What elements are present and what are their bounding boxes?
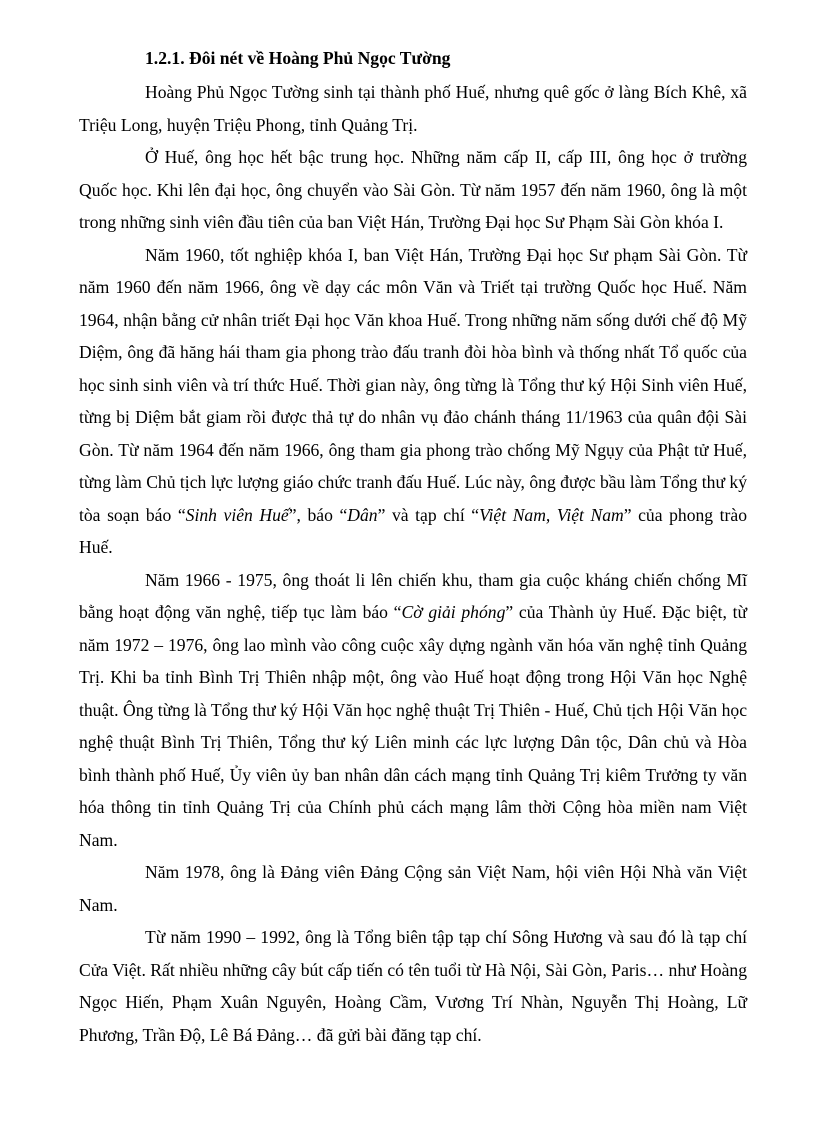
paragraph-party-membership: Năm 1978, ông là Đảng viên Đảng Cộng sản Việt Nam, hội viên Hội Nhà văn Việt Nam. <box>79 862 747 915</box>
section-heading: 1.2.1. Đôi nét về Hoàng Phủ Ngọc Tường <box>145 48 451 68</box>
newspaper-title-dan: Dân <box>347 504 378 525</box>
document-page <box>79 40 747 1051</box>
paragraph-text: ”, báo “ <box>288 504 348 525</box>
paragraph-education: Ở Huế, ông học hết bậc trung học. Những năm cấp II, cấp III, ông học ở trường Quốc học. Khi lên đại học, ông chuyển vào Sài Gòn. Từ năm 1957 đến năm 1960, ông là một trong những sinh viên đầu tiên của ban Việt Hán, Trường Đại học Sư Phạm Sài Gòn khóa I. <box>79 147 747 232</box>
paragraph-text: Năm 1960, tốt nghiệp khóa I, ban Việt Hán, Trường Đại học Sư phạm Sài Gòn. Từ năm 1960 đến năm 1966, ông về dạy các môn Văn và Triết tại trường Quốc học Huế. Năm 1964, nhận bằng cử nhân triết Đại học Văn khoa Huế. Trong những năm sống dưới chế độ Mỹ Diệm, ông đã hăng hái tham gia phong trào đấu tranh đòi hòa bình và thống nhất Tổ quốc của học sinh sinh viên và trí thức Huế. Thời gian này, ông từng là Tổng thư ký Hội Sinh viên Huế, từng bị Diệm bắt giam rồi được thả tự do nhân vụ đảo chánh tháng 11/1963 của quân đội Sài Gòn. Từ năm 1964 đến năm 1966, ông tham gia phong trào chống Mỹ Ngụy của Phật tử Huế, từng làm Chủ tịch lực lượng giáo chức tranh đấu Huế. Lúc này, ông được bầu làm Tổng thư ký tòa soạn báo “ <box>79 244 748 525</box>
paragraph-editor: Từ năm 1990 – 1992, ông là Tổng biên tập tạp chí Sông Hương và sau đó là tạp chí Cửa Việt. Rất nhiều những cây bút cấp tiến có tên tuổi từ Hà Nội, Sài Gòn, Paris… như Hoàng Ngọc Hiến, Phạm Xuân Nguyên, Hoàng Cầm, Vương Trí Nhàn, Nguyễn Thị Hoàng, Lữ Phương, Trần Độ, Lê Bá Đảng… đã gửi bài đăng tạp chí. <box>79 927 747 1045</box>
newspaper-title-sinh-vien-hue: Sinh viên Huế <box>185 504 289 525</box>
magazine-title-viet-nam: Việt Nam, Việt Nam <box>479 504 624 525</box>
paragraph-text: Năm 1966 - 1975, ông thoát li lên chiến khu, tham gia cuộc kháng chiến chống Mĩ bằng hoạt động văn nghệ, tiếp tục làm báo “ <box>79 569 747 622</box>
paragraph-text: ” của phong trào Huế. <box>79 504 748 557</box>
paragraph-text: ” và tạp chí “ <box>377 504 480 525</box>
paragraph-resistance <box>79 564 747 857</box>
newspaper-title-co-giai-phong: Cờ giải phóng <box>401 602 506 622</box>
paragraph-teaching-activism <box>79 239 747 564</box>
paragraph-birthplace: Hoàng Phủ Ngọc Tường sinh tại thành phố Huế, nhưng quê gốc ở làng Bích Khê, xã Triệu Long, huyện Triệu Phong, tỉnh Quảng Trị. <box>79 82 747 135</box>
paragraph-text: ” của Thành ủy Huế. Đặc biệt, từ năm 1972 – 1976, ông lao mình vào công cuộc xây dựng ngành văn hóa văn nghệ tỉnh Quảng Trị. Khi ba tỉnh Bình Trị Thiên nhập một, ông vào Huế hoạt động trong Hội Văn học Nghệ thuật. Ông từng là Tổng thư ký Hội Văn học nghệ thuật Trị Thiên - Huế, Chủ tịch Hội Văn học nghệ thuật Bình Trị Thiên, Tổng thư ký Liên minh các lực lượng Dân tộc, Dân chủ và Hòa bình thành phố Huế, Ủy viên ủy ban nhân dân cách mạng tỉnh Quảng Trị kiêm Trưởng ty văn hóa thông tin tỉnh Quảng Trị của Chính phủ cách mạng lâm thời Cộng hòa miền nam Việt Nam. <box>79 602 747 850</box>
